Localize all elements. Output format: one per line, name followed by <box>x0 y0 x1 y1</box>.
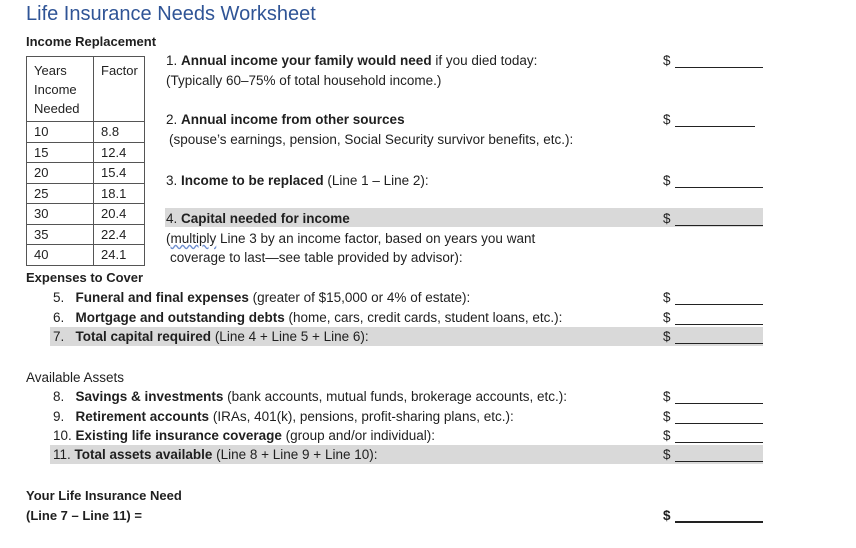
dollar-sign: $ <box>663 329 671 344</box>
table-row: 35 22.4 <box>27 224 145 245</box>
line11-amount-field[interactable] <box>675 461 763 462</box>
factor-header: Factor <box>94 57 145 122</box>
dollar-sign: $ <box>663 428 671 443</box>
line10-amount-field[interactable] <box>675 442 763 443</box>
dollar-sign: $ <box>663 310 671 325</box>
line2-amount-field[interactable] <box>675 126 755 127</box>
line2-note: (spouse’s earnings, pension, Social Security survivor benefits, etc.): <box>169 132 574 147</box>
dollar-sign: $ <box>663 112 671 127</box>
table-row: 30 20.4 <box>27 204 145 225</box>
income-replacement-heading: Income Replacement <box>26 34 157 49</box>
table-row: 25 18.1 <box>27 183 145 204</box>
dollar-sign: $ <box>663 508 671 523</box>
table-row: 20 15.4 <box>27 163 145 184</box>
dollar-sign: $ <box>663 173 671 188</box>
need-formula: (Line 7 – Line 11) = <box>26 508 142 523</box>
dollar-sign: $ <box>663 53 671 68</box>
line1-label: 1. Annual income your family would need if you died today: <box>166 53 538 68</box>
line7-amount-field[interactable] <box>675 343 763 344</box>
line1-note: (Typically 60–75% of total household income.) <box>166 73 442 88</box>
table-row: 15 12.4 <box>27 142 145 163</box>
assets-heading: Available Assets <box>26 370 125 385</box>
line8-label: 8. Savings & investments (bank accounts, mutual funds, brokerage accounts, etc.): <box>53 389 568 404</box>
line4-note-continued: coverage to last—see table provided by advisor): <box>170 250 463 265</box>
expenses-heading: Expenses to Cover <box>26 270 144 285</box>
table-row: 10 8.8 <box>27 122 145 143</box>
income-factor-table <box>26 56 145 266</box>
line9-label: 9. Retirement accounts (IRAs, 401(k), pensions, profit-sharing plans, etc.): <box>53 409 514 424</box>
dollar-sign: $ <box>663 211 671 226</box>
factor-table-header <box>27 57 145 122</box>
line4-amount-field[interactable] <box>675 225 763 226</box>
dollar-sign: $ <box>663 389 671 404</box>
line1-amount-field[interactable] <box>675 67 763 68</box>
need-heading: Your Life Insurance Need <box>26 488 182 503</box>
dollar-sign: $ <box>663 409 671 424</box>
line7-label: 7. Total capital required (Line 4 + Line 5 + Line 6): <box>53 329 369 344</box>
total-need-amount-field[interactable] <box>675 521 763 523</box>
line6-amount-field[interactable] <box>675 324 763 325</box>
line3-amount-field[interactable] <box>675 187 763 188</box>
line8-amount-field[interactable] <box>675 403 763 404</box>
dollar-sign: $ <box>663 447 671 462</box>
line3-label: 3. Income to be replaced (Line 1 – Line 2): <box>166 173 429 188</box>
worksheet-title: Life Insurance Needs Worksheet <box>26 3 316 25</box>
line5-label: 5. Funeral and final expenses (greater of $15,000 or 4% of estate): <box>53 290 471 305</box>
line9-amount-field[interactable] <box>675 423 763 424</box>
table-row: 40 24.1 <box>27 245 145 266</box>
line10-label: 10. Existing life insurance coverage (group and/or individual): <box>53 428 435 443</box>
line5-amount-field[interactable] <box>675 304 763 305</box>
line6-label: 6. Mortgage and outstanding debts (home, cars, credit cards, student loans, etc.): <box>53 310 563 325</box>
years-needed-header: Years Income Needed <box>27 57 94 122</box>
dollar-sign: $ <box>663 290 671 305</box>
line4-note: (multiply Line 3 by an income factor, based on years you want <box>166 231 536 246</box>
line11-label: 11. Total assets available (Line 8 + Line 9 + Line 10): <box>53 447 378 462</box>
line4-label: 4. Capital needed for income <box>166 211 350 226</box>
line2-label: 2. Annual income from other sources <box>166 112 405 127</box>
